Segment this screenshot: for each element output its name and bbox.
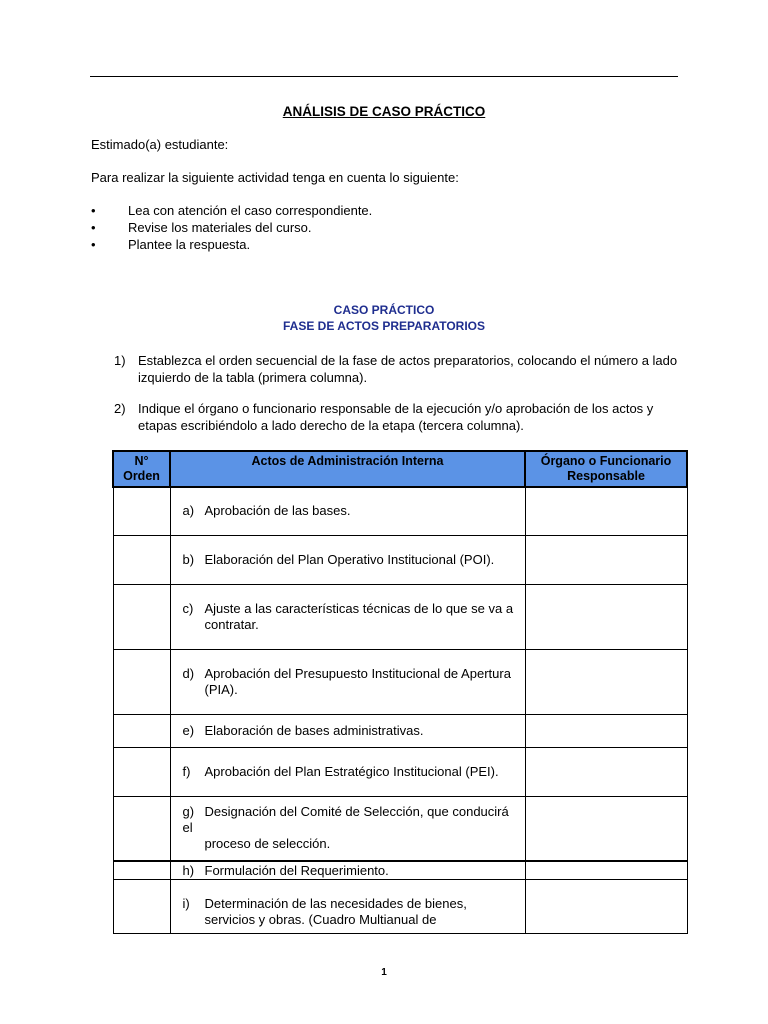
acto-text: Ajuste a las características técnicas de lo que se va a xyxy=(204,600,514,616)
table-row xyxy=(113,487,687,535)
table-row xyxy=(113,714,687,747)
actos-table xyxy=(112,450,688,934)
header-organo: Órgano o Funcionario Responsable xyxy=(525,451,687,487)
acto-cell xyxy=(170,649,525,714)
responsable-input-cell[interactable] xyxy=(525,796,687,861)
acto-label: h) xyxy=(182,862,195,878)
acto-label: i) xyxy=(182,895,190,911)
bullet-icon: • xyxy=(91,203,96,218)
responsable-input-cell[interactable] xyxy=(525,535,687,584)
order-input-cell[interactable] xyxy=(113,535,170,584)
case-subtitle: FASE DE ACTOS PREPARATORIOS xyxy=(282,319,486,333)
acto-text: Elaboración del Plan Operativo Institucional (POI). xyxy=(204,551,495,567)
acto-text-cont: contratar. xyxy=(204,616,259,632)
acto-text: Aprobación del Presupuesto Institucional de Apertura xyxy=(204,665,511,681)
responsable-input-cell[interactable] xyxy=(525,714,687,747)
order-input-cell[interactable] xyxy=(113,584,170,649)
table-row xyxy=(113,747,687,796)
order-input-cell[interactable] xyxy=(113,861,170,879)
bullet-text: Lea con atención el caso correspondiente. xyxy=(128,203,373,218)
bullet-text: Plantee la respuesta. xyxy=(128,237,251,252)
table-row xyxy=(113,649,687,714)
table-row xyxy=(113,535,687,584)
order-input-cell[interactable] xyxy=(113,747,170,796)
acto-label: c) xyxy=(182,600,194,616)
bullet-text: Revise los materiales del curso. xyxy=(128,220,312,235)
table-row xyxy=(113,861,687,879)
case-title: CASO PRÁCTICO xyxy=(333,303,435,317)
document-title: ANÁLISIS DE CASO PRÁCTICO xyxy=(282,104,486,119)
acto-cell xyxy=(170,879,525,933)
acto-cell xyxy=(170,796,525,861)
responsable-input-cell[interactable] xyxy=(525,861,687,879)
responsable-input-cell[interactable] xyxy=(525,649,687,714)
acto-cell xyxy=(170,584,525,649)
order-input-cell[interactable] xyxy=(113,649,170,714)
bullet-icon: • xyxy=(91,220,96,235)
order-input-cell[interactable] xyxy=(113,796,170,861)
responsable-input-cell[interactable] xyxy=(525,747,687,796)
responsable-input-cell[interactable] xyxy=(525,584,687,649)
acto-label: d) xyxy=(182,665,195,681)
greeting: Estimado(a) estudiante: xyxy=(91,137,229,152)
acto-label: b) xyxy=(182,551,195,567)
instruction-text: Establezca el orden secuencial de la fase de actos preparatorios, colocando el número a lado izquierdo de la tabla (primera columna). xyxy=(138,353,678,385)
instruction-item xyxy=(114,400,684,434)
acto-text: Elaboración de bases administrativas. xyxy=(204,722,424,738)
acto-cell xyxy=(170,714,525,747)
acto-text-cont: (PIA). xyxy=(204,681,238,697)
acto-cell xyxy=(170,487,525,535)
table-row xyxy=(113,796,687,861)
responsable-input-cell[interactable] xyxy=(525,879,687,933)
table-row xyxy=(113,584,687,649)
acto-cell xyxy=(170,747,525,796)
order-input-cell[interactable] xyxy=(113,487,170,535)
acto-text: Aprobación del Plan Estratégico Institucional (PEI). xyxy=(204,763,499,779)
acto-text: Determinación de las necesidades de bienes, xyxy=(204,895,467,911)
acto-text: Aprobación de las bases. xyxy=(204,503,351,519)
instruction-number: 1) xyxy=(114,353,126,368)
responsable-input-cell[interactable] xyxy=(525,487,687,535)
order-input-cell[interactable] xyxy=(113,714,170,747)
acto-text: Designación del Comité de Selección, que conducirá el xyxy=(182,804,509,836)
acto-label: f) xyxy=(182,763,191,779)
intro-text: Para realizar la siguiente actividad tenga en cuenta lo siguiente: xyxy=(91,170,459,185)
header-orden: N° Orden xyxy=(113,451,170,487)
page-number: 1 xyxy=(381,967,387,978)
acto-label: e) xyxy=(182,722,195,738)
bullet-icon: • xyxy=(91,237,96,252)
acto-text-cont: servicios y obras. (Cuadro Multianual de xyxy=(204,911,437,927)
header-rule xyxy=(90,76,678,77)
instruction-number: 2) xyxy=(114,401,126,416)
acto-label: g) xyxy=(182,804,195,820)
acto-label: a) xyxy=(182,503,195,519)
instruction-text: Indique el órgano o funcionario responsable de la ejecución y/o aprobación de los actos y etapas escribiéndolo a lado derecho de la etapa (tercera columna). xyxy=(138,401,654,433)
order-input-cell[interactable] xyxy=(113,879,170,933)
instruction-item xyxy=(114,352,684,386)
table-header-row xyxy=(113,451,687,487)
table-row xyxy=(113,879,687,933)
acto-text: Formulación del Requerimiento. xyxy=(204,862,389,878)
acto-text-cont: proceso de selección. xyxy=(204,836,331,852)
acto-cell xyxy=(170,861,525,879)
header-actos: Actos de Administración Interna xyxy=(170,451,525,487)
acto-cell xyxy=(170,535,525,584)
